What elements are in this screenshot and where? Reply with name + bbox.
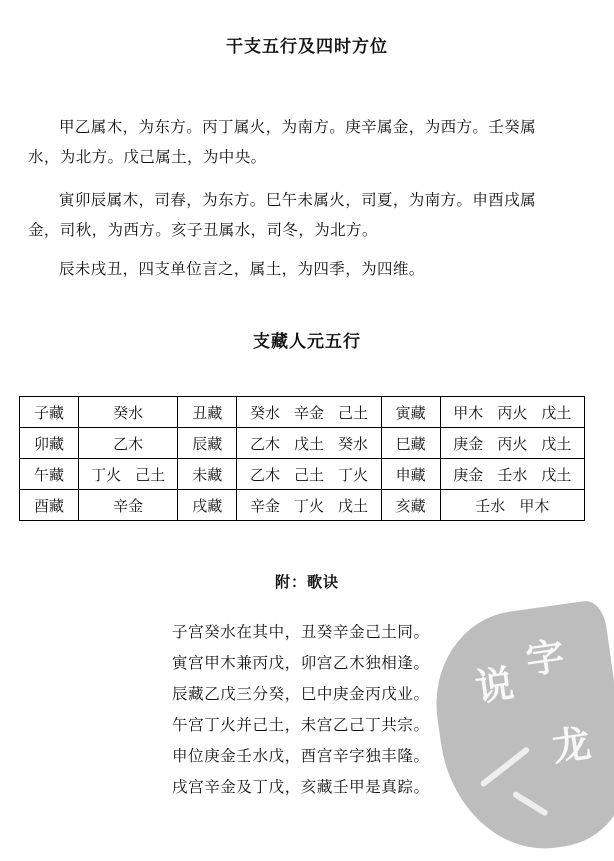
text-line: 金，司秋，为西方。亥子丑属水，司冬，为北方。 — [28, 221, 378, 239]
section-title-ganzhi: 干支五行及四时方位 — [226, 37, 388, 57]
stem-element: 戊土 — [293, 434, 324, 453]
hidden-stems-table — [19, 396, 585, 521]
stem-element: 己土 — [337, 403, 368, 422]
stem-element: 丁火 — [293, 496, 324, 515]
table-row — [20, 428, 585, 459]
paragraph-gan-directions — [28, 112, 584, 172]
stem-element: 丁火 — [91, 465, 122, 484]
branch-cell: 亥藏 — [381, 490, 440, 521]
table-row — [20, 490, 585, 521]
stems-cell — [237, 490, 381, 521]
seal-character: 说 — [472, 660, 517, 710]
table-row — [20, 459, 585, 490]
branch-cell: 戌藏 — [178, 490, 237, 521]
stem-element: 戊土 — [541, 434, 572, 453]
text-line: 甲乙属木，为东方。丙丁属火，为南方。庚辛属金，为西方。壬癸属 — [59, 118, 537, 136]
stem-element: 乙木 — [113, 434, 144, 453]
stem-element: 戊土 — [541, 465, 572, 484]
branch-cell: 寅藏 — [381, 397, 440, 428]
stem-element: 癸水 — [337, 434, 368, 453]
verse-line: 辰藏乙戊三分癸，巳中庚金丙戊业。 — [172, 685, 430, 703]
seal-character: 龙 — [549, 719, 594, 770]
stem-element: 辛金 — [249, 496, 280, 515]
seal-stroke — [479, 746, 530, 788]
stem-element: 壬水 — [475, 496, 506, 515]
stem-element: 辛金 — [113, 496, 144, 515]
branch-cell: 子藏 — [20, 397, 79, 428]
text-line: 寅卯辰属木，司春，为东方。巳午未属火，司夏，为南方。申酉戌属 — [59, 191, 537, 209]
stems-cell — [440, 490, 584, 521]
stem-element: 丙火 — [497, 403, 528, 422]
stems-cell — [79, 459, 178, 490]
stem-element: 辛金 — [293, 403, 324, 422]
branch-cell: 卯藏 — [20, 428, 79, 459]
stems-cell — [237, 459, 381, 490]
stems-cell — [79, 490, 178, 521]
paragraph-four-earth — [28, 254, 584, 284]
stem-element: 乙木 — [249, 434, 280, 453]
stem-element: 乙木 — [249, 465, 280, 484]
stems-cell — [79, 428, 178, 459]
branch-cell: 丑藏 — [178, 397, 237, 428]
branch-cell: 酉藏 — [20, 490, 79, 521]
verse-line: 午宫丁火并己土，未宫乙己丁共宗。 — [172, 716, 430, 734]
branch-cell: 辰藏 — [178, 428, 237, 459]
stems-cell — [237, 428, 381, 459]
stem-element: 壬水 — [497, 465, 528, 484]
stem-element: 戊土 — [541, 403, 572, 422]
seal-character: 字 — [523, 632, 568, 683]
stems-cell — [79, 397, 178, 428]
stem-element: 丙火 — [497, 434, 528, 453]
stem-element: 癸水 — [113, 403, 144, 422]
stem-element: 戊土 — [337, 496, 368, 515]
verse-line: 子宫癸水在其中，丑癸辛金己土同。 — [172, 623, 430, 641]
stem-element: 甲木 — [519, 496, 550, 515]
stems-cell — [440, 459, 584, 490]
branch-cell: 申藏 — [381, 459, 440, 490]
stems-cell — [440, 428, 584, 459]
verse-line: 申位庚金壬水戊，酉宫辛字独丰隆。 — [172, 747, 430, 765]
stem-element: 己土 — [135, 465, 166, 484]
text-line: 水，为北方。戊己属土，为中央。 — [28, 148, 267, 166]
stem-element: 庚金 — [453, 465, 484, 484]
stem-element: 己土 — [293, 465, 324, 484]
section-title-zhi-cang: 支藏人元五行 — [253, 332, 361, 352]
stems-cell — [237, 397, 381, 428]
branch-cell: 未藏 — [178, 459, 237, 490]
section-title-verse: 附：歌诀 — [274, 573, 339, 591]
stem-element: 癸水 — [249, 403, 280, 422]
stems-cell — [440, 397, 584, 428]
paragraph-zhi-seasons — [28, 185, 584, 245]
text-line: 辰未戌丑，四支单位言之，属土，为四季，为四维。 — [59, 260, 425, 278]
branch-cell: 午藏 — [20, 459, 79, 490]
table-row — [20, 397, 585, 428]
stem-element: 庚金 — [453, 434, 484, 453]
stem-element: 甲木 — [453, 403, 484, 422]
verse-line: 寅宫甲木兼丙戊，卯宫乙木独相逢。 — [172, 654, 430, 672]
branch-cell: 巳藏 — [381, 428, 440, 459]
seal-stroke — [512, 791, 549, 817]
verse-line: 戌宫辛金及丁戊，亥藏壬甲是真踪。 — [172, 778, 430, 796]
stem-element: 丁火 — [337, 465, 368, 484]
